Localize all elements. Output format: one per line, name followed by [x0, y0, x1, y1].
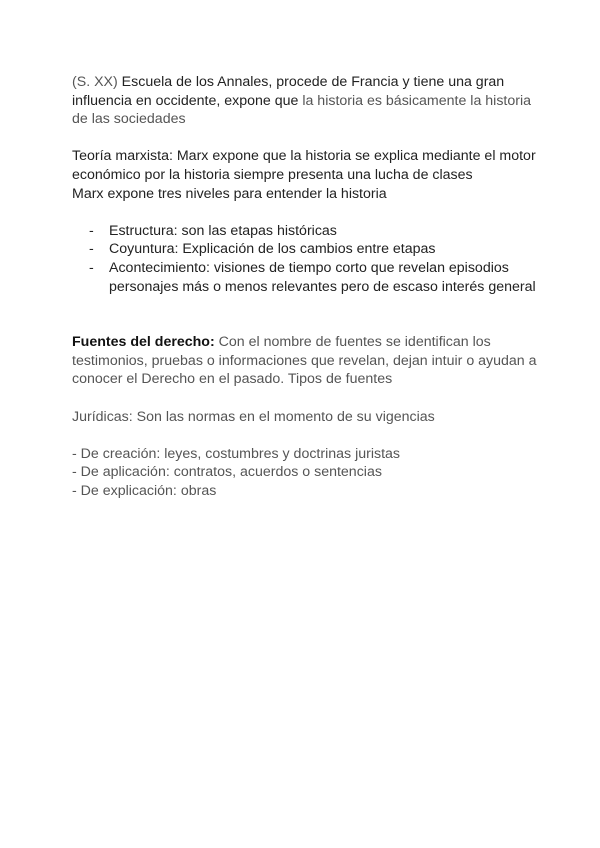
- level-text: Estructura: son las etapas históricas: [109, 222, 337, 239]
- annales-tail-text: la historia es básicamente la historia de las sociedades: [72, 92, 532, 128]
- level-text: Acontecimiento: visiones de tiempo corto que revelan episodios personajes más o menos relevantes pero de escaso interés general: [109, 259, 536, 295]
- paragraph-fuentes: [72, 333, 542, 389]
- annales-main-text: Escuela de los Annales, procede de Francia y tiene una gran influencia en occidente, expone que: [72, 74, 505, 109]
- spacer: [72, 129, 542, 148]
- dash-bullet: -: [89, 241, 94, 258]
- marx-line-2: Marx expone tres niveles para entender la historia: [72, 185, 387, 202]
- century-prefix: (S. XX): [72, 74, 118, 90]
- paragraph-annales: [72, 73, 542, 129]
- levels-list: [72, 222, 542, 296]
- list-item: [72, 259, 542, 296]
- juridicas-text: Jurídicas: Son las normas en el momento de su vigencias: [72, 408, 435, 425]
- level-text: Coyuntura: Explicación de los cambios entre etapas: [109, 241, 436, 258]
- fuentes-text: Con el nombre de fuentes se identifican los testimonios, pruebas o informaciones que revelan, dejan intuir o ayudan a conocer el Derecho en el pasado. Tipos de fuentes: [72, 334, 537, 388]
- fuente-type-explicacion: - De explicación: obras: [72, 482, 217, 499]
- fuente-type-aplicacion: - De aplicación: contratos, acuerdos o sentencias: [72, 464, 382, 481]
- spacer: [72, 426, 542, 445]
- spacer: [72, 296, 542, 333]
- document-page: [72, 73, 542, 500]
- fuentes-heading: Fuentes del derecho:: [72, 334, 215, 351]
- list-item: [72, 240, 542, 259]
- dash-bullet: -: [89, 222, 94, 239]
- spacer: [72, 203, 542, 222]
- fuente-type-creacion: - De creación: leyes, costumbres y doctrinas juristas: [72, 445, 401, 462]
- paragraph-marx: [72, 147, 542, 184]
- spacer: [72, 389, 542, 408]
- dash-bullet: -: [89, 259, 94, 276]
- paragraph-marx-levels-intro: [72, 185, 542, 204]
- list-item: [72, 222, 542, 241]
- marx-line-1: Teoría marxista: Marx expone que la historia se explica mediante el motor económico por la historia siempre presenta una lucha de clases: [72, 148, 536, 183]
